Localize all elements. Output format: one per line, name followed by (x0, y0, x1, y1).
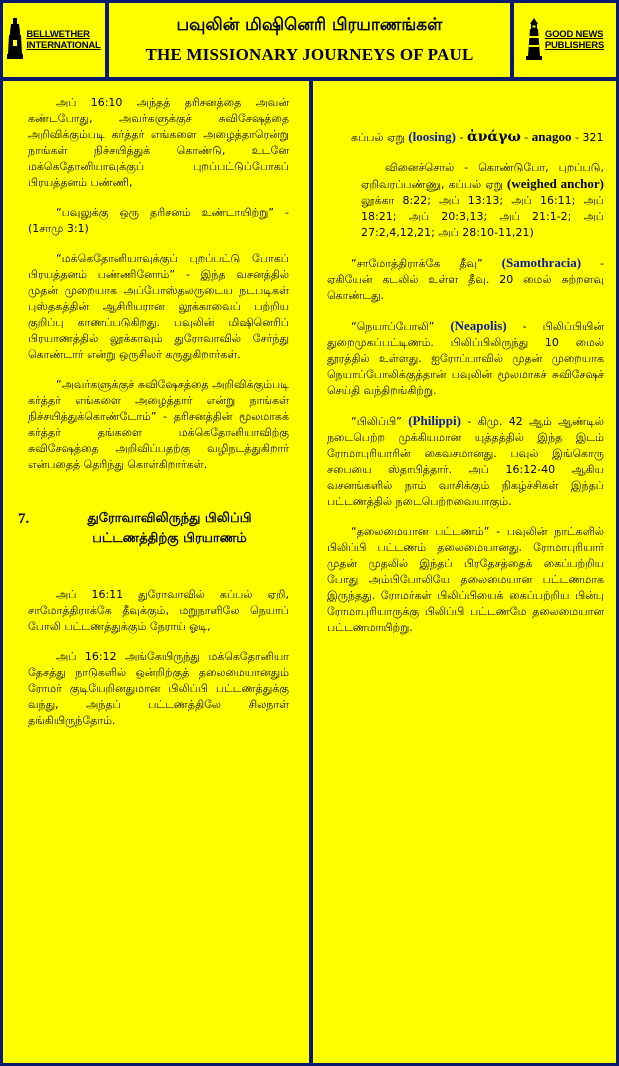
term-description: - ஏகியேன் கடலில் உள்ள தீவு. 20 மைல் சுற்றளவு கொண்டது. (327, 257, 604, 302)
term-description: - பிலிப்பியின் துறைமுகப்பட்டிணம். பிலிப்பிலிருந்து 10 மைல் தூரத்தில் உள்ளது. ஐரோப்பாவில் முதன் முறையாக நெயாப்போலிக்குத்தான் பவுலின் மூலமாகச் சுவிசேஷச் செய்தி வந்திறங்கிற்று. (327, 320, 604, 397)
bell-tower-icon (7, 18, 23, 62)
commentary-gospel-call: “அவர்களுக்குச் சுவிஷேசத்தை அறிவிக்கும்படி கர்த்தர் எங்களை அழைத்தார் என்று நாங்கள் நிச்சயித்துக்கொண்டோம்” - தரிசனத்தின் மூலமாகக் கர்த்தர் தங்களை மக்கெதோனியாவிற்கு சுவிசேஷத்தை அறிவிப்பதற்கு வழிநடத்துகிறார் என்பதைத் தெரிந்து கொள்கிறார்கள். (28, 378, 289, 471)
keyword-philippi: (Philippi) (408, 413, 461, 428)
bellwether-logo (3, 3, 105, 77)
term-label: “நெயாப்போலி” (351, 320, 451, 333)
greek-word: ἀνάγω (466, 129, 521, 145)
bellwether-logo-line2: INTERNATIONAL (26, 40, 101, 51)
keyword-samothracia: (Samothracia) (501, 255, 582, 270)
lighthouse-icon (526, 18, 542, 62)
word-study-loosing (327, 129, 604, 146)
page-title-tamil: பவுலின் மிஷினெரி பிரயாணங்கள் (176, 15, 443, 35)
term-description: - கிமு. 42 ஆம் ஆண்டில் நடைபெற்ற முக்கியமான யுத்தத்தில் இந்த இடம் ரோமாபுரியாரின் கைவசமானது. பவுல் இங்கொரு சபையை ஸ்தாபித்தார். அப் 16:12-40 ஆகிய வசனங்களில் நாம் வாசிக்கும் நிகழ்ச்சிகள் இந்தப் பட்டணத்தில் நடைபெற்றவையாகும். (327, 415, 604, 508)
strongs-number: - 321 (571, 131, 604, 144)
definition-text: வினைச்சொல் - கொண்டுபோ, புறப்படு, ஏறிவரப்பண்ணு, கப்பல் ஏறு (361, 161, 604, 191)
good-news-logo-line1: GOOD NEWS (544, 29, 604, 40)
commentary-vision: “பவுலுக்கு ஒரு தரிசனம் உண்டாயிற்று” - (1சாமு 3:1) (28, 206, 289, 235)
word-study-definition (327, 160, 604, 241)
bellwether-logo-line1: BELLWETHER (26, 29, 90, 40)
section-title: துரோவாவிலிருந்து பிலிப்பி பட்டணத்திற்கு பிரயாணம் (87, 511, 252, 546)
separator: - (455, 131, 467, 144)
title-box (109, 3, 510, 77)
term-label: “சாமோத்திராக்கே தீவு” (351, 257, 502, 270)
page-title-english: THE MISSIONARY JOURNEYS OF PAUL (145, 45, 474, 64)
keyword-neapolis: (Neapolis) (450, 318, 507, 333)
commentary-macedonia: “மக்கெதோனியாவுக்குப் புறப்பட்டு போகப் பிரயத்தனம் பண்ணினோம்” - இந்த வசனத்தில் முதன் முறையாக அப்போஸ்தலருடைய நடபடிகள் புஸ்தகத்தின் ஆசிரியரான லூக்காவைப் பற்றிய குறிப்பு காணப்படுகிறது. பவுலின் மிஷினெரிப் பிரயாணத்தில் லூக்காவும் துரோவாவில் சேர்ந்து கொண்டார் என்று ஒருசிலர் கருதுகிறார்கள். (28, 252, 289, 361)
left-column (3, 81, 309, 1063)
good-news-logo-line2: PUBLISHERS (544, 40, 605, 51)
commentary-chief-city: “தலைமையான பட்டணம்” - பவுலின் நாட்களில் பிலிப்பி பட்டணம் தலைமையானது. ரோமாபுரியார் முதன் முதலில் இந்தப் பிரதேசத்தைக் கைப்பற்றிய போது அம்பிபோலியே தலைமையான பட்டணமாக இருந்தது. ரோமர்கள் பிலிப்பியைக் கைப்பற்றிய பின்பு ரோமாபுரியாருக்கு பிலிப்பி பட்டணமே தலைமையான பட்டணமாயிற்று. (327, 525, 604, 634)
section-number: 7. (18, 511, 30, 527)
verse-acts-16-10: அப் 16:10 அந்தத் தரிசனத்தை அவன் கண்டபோது, அவர்களுக்குச் சுவிசேஷத்தை அறிவிக்கும்படி கர்த்தர் எங்களை அழைத்தாரென்று நாங்கள் நிச்சயித்துக் கொண்டு, உடனே மக்கெதோனியாவுக்குப் புறப்பட்டுப்போகப் பிரயத்தனம் பண்ணி, (28, 96, 289, 189)
keyword-weighed-anchor: (weighed anchor) (507, 176, 604, 191)
header (3, 3, 616, 77)
definition-references: லூக்கா 8:22; அப் 13:13; அப் 16:11; அப் 18:21; அப் 20:3,13; அப் 21:1-2; அப் 27:2,4,12,21; அப் 28:10-11,21) (361, 194, 604, 239)
good-news-logo (514, 3, 616, 77)
keyword-loosing: (loosing) (408, 129, 456, 144)
transliteration: anagoo (531, 129, 572, 144)
commentary-samothracia (327, 255, 604, 304)
right-column (313, 81, 616, 1063)
term-label: “பிலிப்பி” (351, 415, 409, 428)
commentary-philippi (327, 413, 604, 510)
verse-acts-16-12: அப் 16:12 அங்கேயிருந்து மக்கெதோனியா தேசத்து நாடுகளில் ஒன்றிற்குத் தலைமையானதும் ரோமர் குடியேறினதுமான பிலிப்பி பட்டணத்துக்கு வந்து, அந்தப் பட்டணத்திலே சிலநாள் தங்கியிருந்தோம். (28, 650, 289, 727)
commentary-neapolis (327, 318, 604, 399)
word-study-label: கப்பல் ஏறு (351, 131, 409, 144)
verse-acts-16-11: அப் 16:11 துரோவாவில் கப்பல் ஏறி, சாமோத்திராக்கே தீவுக்கும், மறுநாளிலே நெயாப் போலி பட்டணத்துக்கும் நேராய் ஓடி, (28, 588, 289, 633)
separator: - (520, 131, 532, 144)
section-heading (18, 509, 289, 549)
